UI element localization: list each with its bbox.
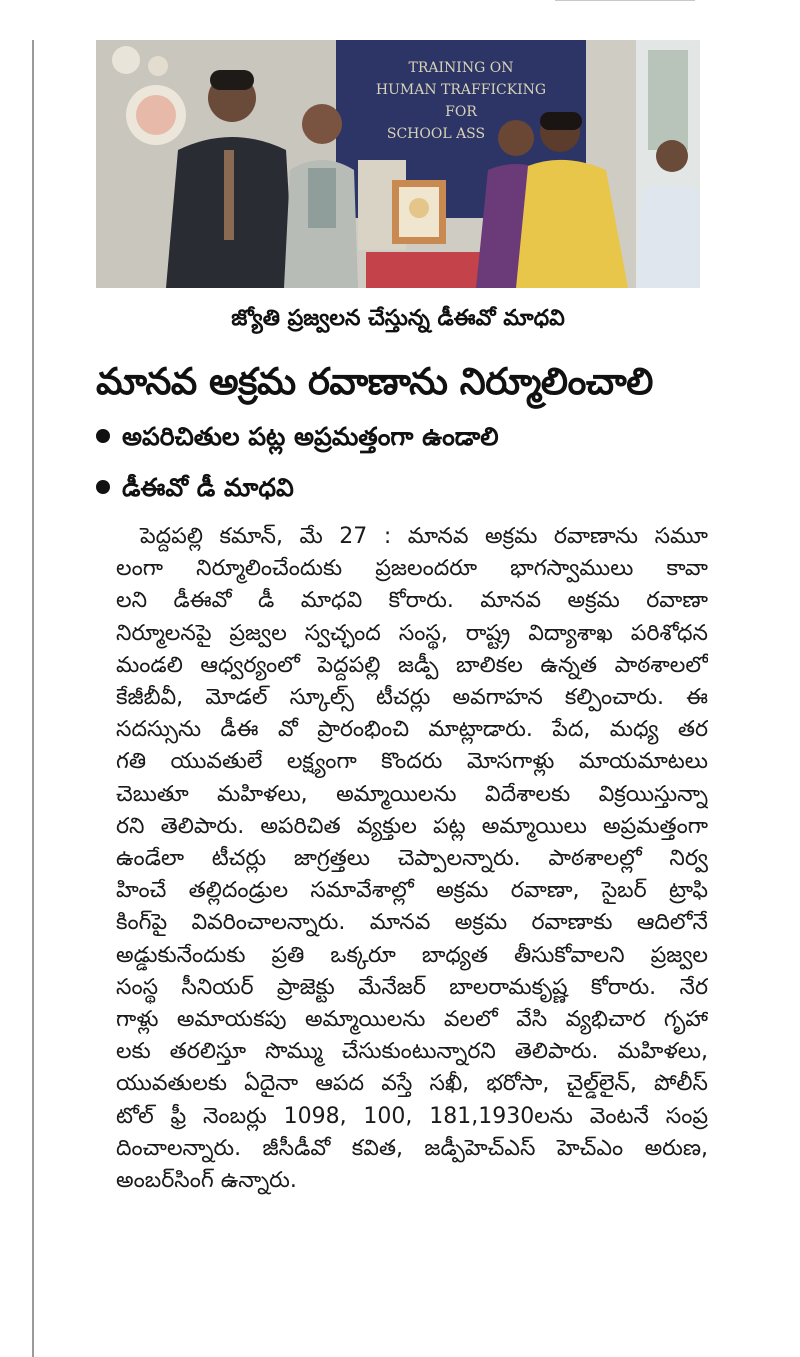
article-body [116,521,708,1197]
article-line: సదస్సును డీఈ వో ప్రారంభించి మాట్లాడారు. పేద, మధ్య తర [116,717,708,743]
headline: మానవ అక్రమ రవాణాను నిర్మూలించాలి [96,360,653,403]
article-line: కేజీబీవీ, మోడల్ స్కూల్స్ టీచర్లు అవగాహన కల్పించారు. ఈ [116,685,708,711]
subheading-2-text: డీఈవో డీ మాధవి [122,473,294,502]
top-border-line [555,0,695,1]
subheading-1 [96,422,716,458]
article-line: నిర్మూలనపై ప్రజ్వల స్వచ్ఛంద సంస్థ, రాష్ట్ర విద్యాశాఖ పరిశోధన [116,620,708,646]
subheading-1-text: అపరిచితుల పట్ల అప్రమత్తంగా ఉండాలి [122,422,499,451]
bullet-icon [96,429,110,443]
banner-line-2: HUMAN TRAFFICKING [375,82,547,98]
article-line: రని తెలిపారు. అపరిచిత వ్యక్తుల పట్ల అమ్మాయిలు అప్రమత్తంగా [116,813,708,839]
article-line: లకు తరలిస్తూ సొమ్ము చేసుకుంటున్నారని తెలిపారు. మహిళలు, [116,1039,708,1065]
article-line: కింగ్‌పై వివరించాలన్నారు. మానవ అక్రమ రవాణాకు ఆదిలోనే [116,910,708,936]
article-line: హించే తల్లిదండ్రుల సమావేశాల్లో అక్రమ రవాణా, సైబర్ ట్రాఫి [116,878,708,904]
article-line: చెబుతూ మహిళలు, అమ్మాయిలను విదేశాలకు విక్రయిస్తున్నా [116,781,708,807]
article-line: దించాలన్నారు. జీసీడీవో కవిత, జడ్పీహెచ్ఎస్ హెచ్ఎం అరుణ, [116,1135,708,1161]
column-divider [32,40,34,1357]
article-line: గాళ్లు అమాయకపు అమ్మాయిలను వలలో వేసి వ్యభిచార గృహా [116,1007,708,1033]
article-line: టోల్ ఫ్రీ నెంబర్లు 1098, 100, 181,1930లను వెంటనే సంప్ర [116,1103,708,1129]
banner-line-1: TRAINING ON [408,60,514,76]
article-line: లంగా నిర్మూలించేందుకు ప్రజలందరూ భాగస్వాములు కావా [116,556,708,582]
article-line: మండలి ఆధ్వర్యంలో పెద్దపల్లి జడ్పీ బాలికల ఉన్నత పాఠశాలలో [116,652,708,678]
photo-caption: జ్యోతి ప్రజ్వలన చేస్తున్న డీఈవో మాధవి [231,306,565,331]
article-line: ఉండేలా టీచర్లు జాగ్రత్తలు చెప్పాలన్నారు. పాఠశాలల్లో నిర్వ [116,846,708,872]
bullet-icon [96,480,110,494]
banner-line-3: FOR [445,104,477,120]
subheading-2 [96,473,716,509]
article-line: సంస్థ సీనియర్ ప్రాజెక్టు మేనేజర్ బాలరామకృష్ణ కోరారు. నేర [116,974,708,1000]
news-photo [96,40,700,288]
article-line: పెద్దపల్లి కమాన్, మే 27 : మానవ అక్రమ రవాణాను సమూ [140,524,708,549]
article-line: అంబర్‌సింగ్ ఉన్నారు. [116,1168,297,1194]
article-line: గతి యువతులే లక్ష్యంగా కొందరు మోసగాళ్లు మాయమాటలు [116,749,708,775]
article-line: అడ్డుకునేందుకు ప్రతి ఒక్కరూ బాధ్యత తీసుకోవాలని ప్రజ్వల [116,942,708,968]
banner-line-4: SCHOOL ASS [386,126,486,142]
article-line: యువతులకు ఏదైనా ఆపద వస్తే సఖీ, భరోసా, చైల్డ్‌లైన్, పోలీస్ [116,1071,708,1097]
article-line: లని డీఈవో డీ మాధవి కోరారు. మానవ అక్రమ రవాణా [116,588,708,614]
